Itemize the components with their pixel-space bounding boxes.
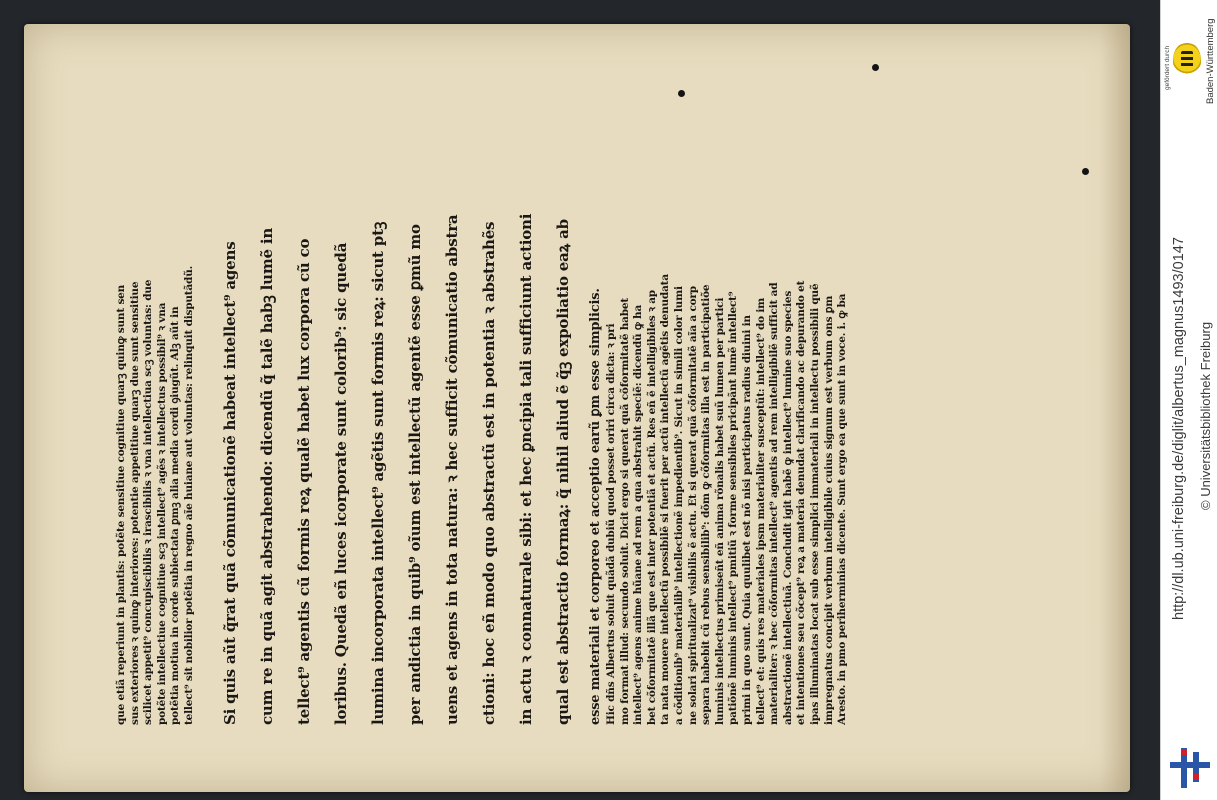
copyright-notice: © Universitätsbibliothek Freiburg — [1198, 321, 1213, 510]
text-line: Hic dñs Albertus soluit quãdã dubiũ quod posset oriri circa dicta: ꝛ pri — [605, 323, 617, 725]
text-line: ipas illuminatas locat sub esse simplici immateriali in intellectu possibili quẽ — [808, 283, 821, 725]
text-line: scilicet appetit⁹ concupiscibilis ꝛ irascibilis ꝛ vna intellectiua scꝫ voluntas: due — [142, 279, 154, 725]
text-line: Aresto. in pmo periherminias dicente. Sunt ergo ea que sunt in voce. i. ꝙ ba — [836, 293, 849, 725]
text-line: in actu ꝛ connaturale sibi: et hec ꝑncipia tali sufficiunt actioni — [517, 213, 535, 725]
text-line: que etiã reperiunt in plantis: potẽte sensitiue cognitiue quarꝫ quinꝙ sunt sen — [115, 284, 127, 725]
text-line: patiõnẽ luminis intellect⁹ pmitiũ ꝛ forme sensibiles pricipãnt lumẽ intellect⁹ — [727, 291, 740, 725]
text-line: lumina incorporata intellect⁹ agẽtis sunt formis reꝝ: sicut ptꝫ — [369, 221, 387, 725]
text-line: bet cõformitatẽ illã que est inter potentiã et actũ. Res eñ ẽ intelligibiles ꝛ ap — [645, 290, 658, 725]
text-line: ctioni: hoc eñ modo quo abstractũ est in potentia ꝛ abstrahẽs — [480, 221, 498, 725]
text-line: potẽte intellectiue cognitiue scꝫ intellect⁹ agẽs ꝛ intellectus possibil⁹ ꝛ vna — [155, 302, 168, 725]
text-line: mo format illud: secundo soluit. Dicit ergo si querat quã cõformitatẽ habet — [618, 297, 631, 725]
text-line: luminis intellectus primiseñt eñ anima rõnalis habet suũ lumen per partici — [713, 297, 726, 725]
text-line: primi in quo sunt. Quia quulibet est nõ nisi participatus radius diuini in — [740, 315, 753, 725]
text-block-intro — [115, 205, 196, 725]
ink-speck — [1082, 168, 1089, 175]
text-line: ne solari spiritualizat⁹ visibilis ẽ actu. Et si querat quã cõformitatẽ aĩa a corp — [686, 286, 699, 725]
text-line: et intentiones seu cõcept⁹ reꝝ a materia denudat clarificando ac depurando et — [795, 280, 808, 725]
text-line: tellect⁹ agentis cũ formis reꝝ qualẽ habet lux corpora cũ co — [295, 238, 313, 725]
text-line: sus exteriores ꝛ quinꝙ interiores: potentie appetitiue quarꝫ due sunt sensitiue — [128, 281, 141, 725]
ink-speck — [872, 64, 879, 71]
text-line: a cõditionib⁹ materialib⁹ intellectionẽ impedientib⁹. Sicut in simili color lumi — [672, 286, 685, 725]
page-text — [115, 205, 950, 725]
page-edge-shadow — [1100, 24, 1130, 792]
funding-state: Baden-Württemberg — [1205, 18, 1216, 104]
text-line: ta nata mouere intellectũ possibilẽ si fuerit per actũ intellectũ agẽtis denudata — [659, 274, 672, 725]
baden-wuerttemberg-crest-icon — [1173, 42, 1201, 78]
text-line: intellect⁹ agens anime hũane ad rem a qua abstrahit speciẽ: dicendũ ꝙ ha — [632, 304, 645, 725]
funding-label: gefördert durch — [1164, 45, 1171, 90]
text-line: materialiter: ꝛ hec cõformitas intellect⁹ agentis ad rem intelligibilẽ sufficit ad — [768, 282, 781, 725]
text-line: esse materiali et corporeo et acceptio earũ ꝑm esse simplicis. — [588, 288, 603, 725]
text-block-main — [212, 205, 581, 725]
text-line: uens et agens in tota natura: ꝛ hec sufficit cõmunicatio abstra — [443, 214, 461, 725]
ink-speck — [678, 90, 685, 97]
text-block-commentary — [587, 205, 850, 725]
text-line: abstractionẽ intellectiuã. Concludit igit habẽ ꝙ intellect⁹ lumine suo species — [781, 290, 794, 725]
text-line: potẽtia motiua in corde subiectata ꝑmꝫ alia media cordi ꝯiugũt. Alꝫ aũt in — [169, 306, 181, 725]
text-line: separa habebit cũ rebus sensibilib⁹: dõm ꝙ cõformitas illa est in participatiõe — [700, 284, 713, 725]
text-line: qual est abstractio formaꝝ: q̃ nihil aliud ẽ q̃ꝫ expoliatio eaꝝ ab — [554, 219, 572, 725]
text-line: Si quis aũt q̃rat quã cõmunicationẽ habeat intellect⁹ agens — [221, 241, 239, 725]
text-line: tellect⁹ et: quis res materiales ipsm materialiter susceptũt: intellect⁹ do im — [754, 297, 767, 725]
ub-freiburg-logo-icon[interactable] — [1170, 748, 1210, 788]
text-line: per andictia in quib⁹ oĩum est intellectũ agentẽ esse ꝑmũ mo — [406, 224, 424, 725]
permalink-url[interactable]: http://dl.ub.uni-freiburg.de/diglit/albertus_magnus1493/0147 — [1171, 237, 1187, 620]
text-line: loribus. Quedã eñ luces icorporate sunt colorib⁹: sic quedã — [332, 242, 350, 725]
text-line: tellect⁹ sit nobilior potẽtia in regno aĩe huiane aut voluntas: relinquit disputãdũ. — [182, 265, 195, 725]
text-line: cum re in quã agit abstrahendo: dicendũ q̃ talẽ habꝫ lumẽ in — [258, 227, 276, 725]
text-line: impregnatus concipit verbum intelligibile cuius signum est verbum ons ꝑm — [822, 295, 835, 725]
